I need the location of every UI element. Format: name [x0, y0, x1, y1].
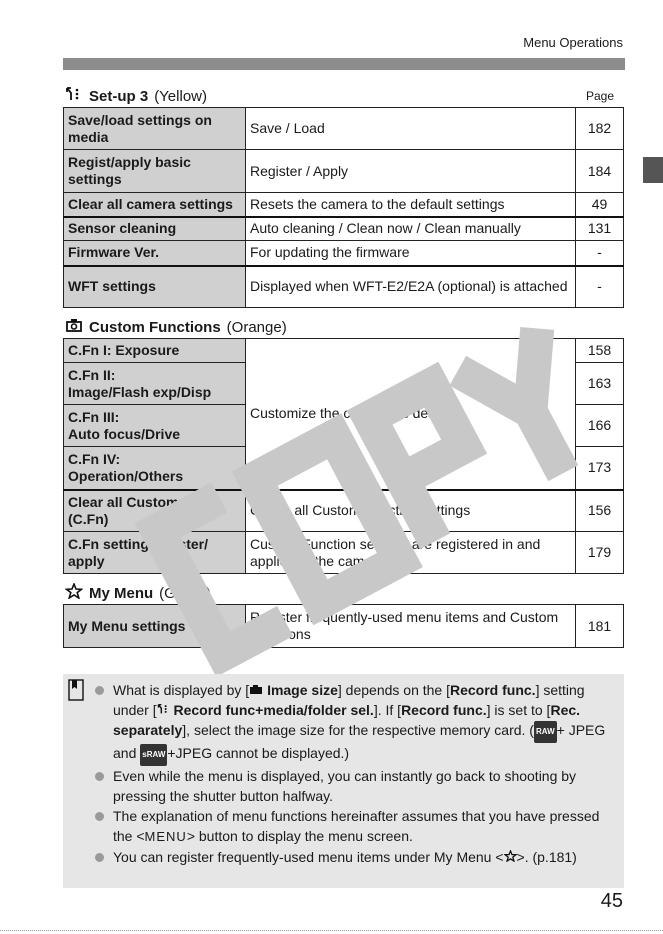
note-box [63, 674, 624, 888]
sraw-icon: sRAW [140, 744, 167, 766]
my-menu-color: (Green) [159, 584, 211, 602]
page-number: 45 [600, 890, 623, 912]
menu-item-name: Save/load settings on media [64, 108, 246, 150]
custom-functions-table [63, 338, 624, 574]
menu-item-name: C.Fn IV: Operation/Others [64, 447, 246, 490]
menu-item-page: 182 [576, 108, 624, 150]
menu-item-desc: Register frequently-used menu items and Custom Functions [246, 605, 576, 648]
table-row [64, 266, 624, 308]
setup-wrench-icon [65, 86, 83, 106]
table-row [64, 108, 624, 150]
page-column-label: Page [585, 89, 614, 103]
menu-item-desc: Resets the camera to the default settings [246, 193, 576, 217]
menu-item-name: Clear all Custom Func. (C.Fn) [64, 490, 246, 532]
menu-item-name: My Menu settings [64, 605, 246, 648]
table-row [64, 150, 624, 193]
menu-item-page: - [576, 241, 624, 266]
menu-item-page: 166 [576, 405, 624, 447]
setup3-title: Set-up 3 [89, 87, 149, 105]
menu-item-desc: Save / Load [246, 108, 576, 150]
custom-functions-color: (Orange) [226, 318, 287, 336]
note-item: What is displayed by [ Image size] depends on the [Record func.] setting under [ Record func+media/folder sel.]. If [Record func.] is set to [Rec. separately], select the image size for the respective memory card. ( RAW + JPEG and sRAW +JPEG cannot be displayed.) [93, 680, 613, 766]
menu-item-page: 173 [576, 447, 624, 490]
menu-item-desc: Customize the camera as desired [246, 339, 576, 490]
table-row [64, 241, 624, 266]
camera-icon [249, 682, 263, 698]
setup3-table [63, 107, 624, 308]
star-menu-icon [504, 849, 517, 865]
menu-item-name: WFT settings [64, 266, 246, 308]
table-row [64, 217, 624, 241]
note-item: Even while the menu is displayed, you can instantly go back to shooting by pressing the shutter button halfway. [93, 766, 613, 806]
menu-item-page: 156 [576, 490, 624, 532]
menu-item-name: C.Fn I: Exposure [64, 339, 246, 363]
setup3-color: (Yellow) [154, 87, 207, 105]
menu-item-name: Firmware Ver. [64, 241, 246, 266]
menu-item-name: Sensor cleaning [64, 217, 246, 241]
table-row [64, 339, 624, 363]
menu-item-name: C.Fn III: Auto focus/Drive [64, 405, 246, 447]
menu-item-name: Clear all camera settings [64, 193, 246, 217]
menu-item-desc: Auto cleaning / Clean now / Clean manually [246, 217, 576, 241]
star-menu-icon [65, 583, 83, 603]
bottom-divider [0, 930, 663, 931]
note-memo-icon [68, 679, 84, 706]
table-row [64, 605, 624, 648]
note-item: You can register frequently-used menu items under My Menu < >. (p.181) [93, 847, 613, 867]
menu-item-desc: Custom Function settings are registered in and applied to the camera [246, 532, 576, 574]
menu-item-name: C.Fn setting register/ apply [64, 532, 246, 574]
table-row [64, 532, 624, 574]
menu-item-page: 184 [576, 150, 624, 193]
menu-item-desc: Displayed when WFT-E2/E2A (optional) is attached [246, 266, 576, 308]
custom-functions-title: Custom Functions [89, 318, 221, 336]
my-menu-title: My Menu [89, 584, 154, 602]
running-head: Menu Operations [523, 35, 623, 50]
table-row [64, 490, 624, 532]
custom-functions-heading [65, 317, 287, 337]
menu-item-desc: Clears all Custom Function settings [246, 490, 576, 532]
menu-item-page: 179 [576, 532, 624, 574]
chapter-tab [643, 157, 663, 183]
header-rule [63, 58, 625, 70]
note-list [93, 680, 613, 867]
menu-item-page: 158 [576, 339, 624, 363]
setup-wrench-icon [157, 702, 170, 718]
my-menu-table [63, 604, 624, 648]
camera-cfn-icon [65, 317, 83, 337]
note-item: The explanation of menu functions hereinafter assumes that you have pressed the <MENU> button to display the menu screen. [93, 806, 613, 847]
table-row [64, 193, 624, 217]
my-menu-heading [65, 583, 211, 603]
menu-button-label: MENU [144, 829, 187, 844]
menu-item-page: - [576, 266, 624, 308]
menu-item-desc: For updating the firmware [246, 241, 576, 266]
menu-item-page: 49 [576, 193, 624, 217]
setup3-heading [65, 86, 207, 106]
menu-item-desc: Register / Apply [246, 150, 576, 193]
raw-icon: RAW [534, 721, 557, 743]
menu-item-name: C.Fn II: Image/Flash exp/Disp [64, 363, 246, 405]
menu-item-page: 181 [576, 605, 624, 648]
menu-item-name: Regist/apply basic settings [64, 150, 246, 193]
menu-item-page: 131 [576, 217, 624, 241]
menu-item-page: 163 [576, 363, 624, 405]
